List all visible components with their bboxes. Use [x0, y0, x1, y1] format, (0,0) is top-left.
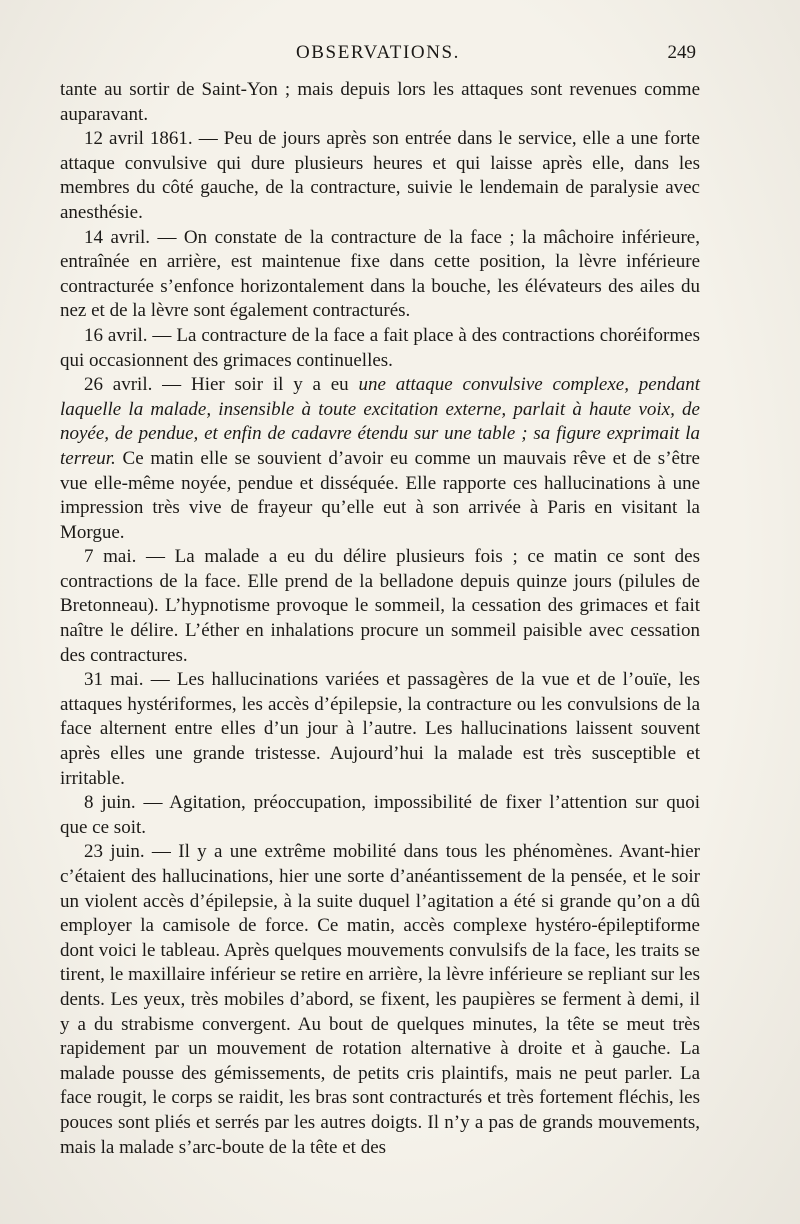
- entry-text: — Peu de jours après son entrée dans le service, elle a une forte attaque convulsive qui dure plusieurs heures et qui laisse après elle, dans les membres du côté gauche, de la contracture, suivie le lendemain de paralysie avec anesthésie.: [60, 128, 700, 223]
- entry-date: 7 mai.: [84, 546, 137, 568]
- paragraph-continuation: [60, 78, 700, 127]
- entry-text: — Il y a une extrême mobilité dans tous les phénomènes. Avant-hier c’étaient des hallucinations, hier une sorte d’anéantissement de la pensée, et le soir un violent accès d’épilepsie, à la suite duquel l’agitation a été si grande qu’on a dû employer la camisole de force. Ce matin, accès complexe hystéro-épileptiforme dont voici le tableau. Après quelques mouvements convulsifs de la face, les traits se tirent, le maxillaire inférieur se retire en arrière, la lèvre inférieure se repliant sur les dents. Les yeux, très mobiles d’abord, se fixent, les paupières se ferment à demi, il y a du strabisme convergent. Au bout de quelques minutes, la tête se meut très rapidement par un mouvement de rotation alternative à droite et à gauche. La malade pousse des gémissements, de petits cris plaintifs, mais ne peut parler. La face rougit, le corps se raidit, les bras sont contracturés et très fortement fléchis, les pouces sont pliés et serrés par les autres doigts. Il n’y a pas de grands mouvements, mais la malade s’arc-boute de la tête et des: [60, 841, 700, 1158]
- entry-16-avril: [60, 324, 700, 373]
- entry-date: 14 avril.: [84, 226, 151, 248]
- entry-text: — Agitation, préoccupation, impossibilité de fixer l’attention sur quoi que ce soit.: [60, 792, 700, 838]
- entry-8-juin: [60, 791, 700, 840]
- entry-text: — La malade a eu du délire plusieurs fois ; ce matin ce sont des contractions de la face. Elle prend de la belladone depuis quinze jours (pilules de Bretonneau). L’hypnotisme provoque le sommeil, la cessation des grimaces et fait naître le délire. L’éther en inhalations procure un sommeil paisible avec cessation des contractures.: [60, 546, 700, 666]
- entry-7-mai: [60, 545, 700, 668]
- entry-text: Ce matin elle se souvient d’avoir eu comme un mauvais rêve et de s’être vue elle-même noyée, pendue et disséquée. Elle rapporte ces hallucinations à une impression très vive de frayeur qu’elle eut à son arrivée à Paris en visitant la Morgue.: [60, 447, 700, 543]
- entry-date: 23 juin.: [84, 841, 145, 863]
- entry-date: 8 juin.: [84, 792, 136, 814]
- running-head: OBSERVATIONS.: [295, 42, 461, 63]
- entry-23-juin: [60, 840, 700, 1160]
- paragraph-text: tante au sortir de Saint-Yon ; mais depuis lors les attaques sont revenues comme auparavant.: [60, 79, 700, 125]
- entry-text: — La contracture de la face a fait place à des contractions choréiformes qui occasionnent des grimaces continuelles.: [60, 324, 700, 371]
- page-number: 249: [667, 42, 696, 63]
- entry-26-avril: [60, 373, 700, 545]
- entry-text: — Hier soir il y a eu: [152, 374, 359, 396]
- entry-12-avril: [60, 127, 700, 225]
- body-text: [60, 78, 700, 1160]
- entry-14-avril: [60, 226, 700, 324]
- entry-31-mai: [60, 668, 700, 791]
- entry-text: — Les hallucinations variées et passagères de la vue et de l’ouïe, les attaques hystériformes, les accès d’épilepsie, la contracture ou les convulsions de la face alternent entre elles d’un jour à l’autre. Les hallucinations laissent souvent après elles une grande tristesse. Aujourd’hui la malade est très susceptible et irritable.: [60, 669, 700, 789]
- page-header: [60, 40, 696, 70]
- entry-date: 16 avril.: [84, 324, 148, 346]
- entry-italic-text: une attaque convulsive complexe, pendant laquelle la malade, insensible à toute excitation externe, parlait à haute voix, de noyée, de pendue, et enfin de cadavre étendu sur une table ; sa figure exprimait la terreur.: [60, 374, 700, 469]
- entry-text: — On constate de la contracture de la face ; la mâchoire inférieure, entraînée en arrière, est maintenue fixe dans cette position, la lèvre inférieure contracturée s’enfonce horizontalement dans la bouche, les élévateurs des ailes du nez et de la lèvre sont également contracturés.: [60, 226, 700, 322]
- entry-date: 26 avril.: [84, 374, 153, 396]
- entry-date: 31 mai.: [84, 669, 144, 691]
- entry-date: 12 avril 1861.: [84, 128, 193, 150]
